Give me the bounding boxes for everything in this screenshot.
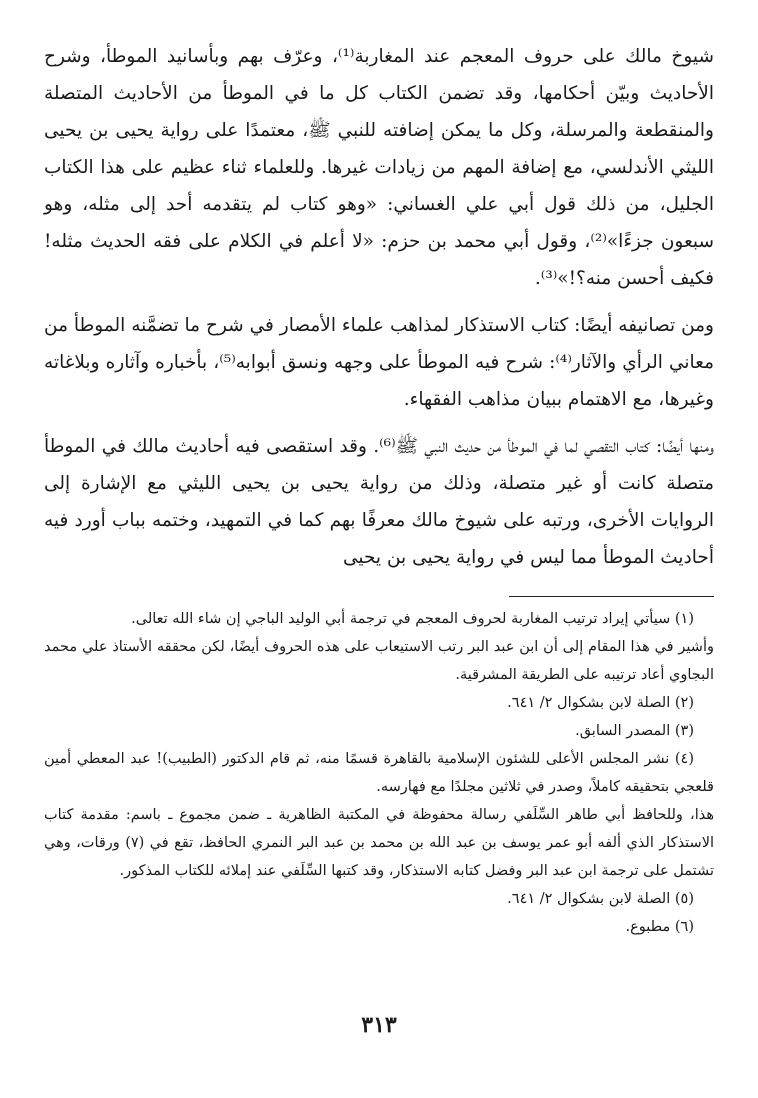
main-text xyxy=(44,38,714,576)
footnote-2 xyxy=(44,689,714,717)
footnote-separator xyxy=(509,596,714,597)
footnote-text: (١) سيأتي إيراد ترتيب المغاربة لحروف المعجم في ترجمة أبي الوليد الباجي إن شاء الله تعالى. xyxy=(131,611,694,627)
footnote-1 xyxy=(44,605,714,689)
page-content xyxy=(44,38,714,941)
footnote-text: هذا، وللحافظ أبي طاهر السِّلَفي رسالة محفوظة في المكتبة الظاهرية ـ ضمن مجموع ـ باسم: مقدمة كتاب الاستذكار الذي ألفه أبو عمر يوسف بن عبد الله بن محمد بن عبد البر النمري الحافظ، تقع في (٧) ورقات، وهي تشتمل على ترجمة ابن عبد البر وفضل كتابه الاستذكار، وقد كتبها السِّلَفي عند إملائه للكتاب المذكور. xyxy=(44,807,714,879)
footnote-text: (٥) الصلة لابن بشكوال ٢/ ٦٤١. xyxy=(507,891,694,907)
footnotes xyxy=(44,605,714,941)
paragraph: شيوخ مالك على حروف المعجم عند المغاربة⁽¹⁾، وعرّف بهم وبأسانيد الموطأ، وشرح الأحاديث وبيّن أحكامها، وقد تضمن الكتاب كل ما في الموطأ من الأحاديث المتصلة والمنقطعة والمرسلة، وكل ما يمكن إضافته للنبي ﷺ، معتمدًا على رواية يحيى بن يحيى الليثي الأندلسي، مع إضافة المهم من زيادات غيرها. وللعلماء ثناء عظيم على هذا الكتاب الجليل، من ذلك قول أبي علي الغساني: «وهو كتاب لم يتقدمه أحد إلى مثله، وهو سبعون جزءًا»⁽²⁾، وقول أبي محمد بن حزم: «لا أعلم في الكلام على فقه الحديث مثله! فكيف أحسن منه؟!»⁽³⁾. xyxy=(44,46,714,289)
paragraph: ومنها أيضًا: كتاب التقصي لما في الموطأ من حديث النبي ﷺ⁽⁶⁾. وقد استقصى فيه أحاديث مالك في الموطأ متصلة كانت أو غير متصلة، وذلك من رواية يحيى بن يحيى الليثي مع الإشارة إلى الروايات الأخرى، ورتبه على شيوخ مالك معرفًا بهم كما في التمهيد، وختمه بباب أورد فيه أحاديث الموطأ مما ليس في رواية يحيى بن يحيى xyxy=(44,436,714,568)
footnote-4 xyxy=(44,745,714,885)
paragraph: ومن تصانيفه أيضًا: كتاب الاستذكار لمذاهب علماء الأمصار في شرح ما تضمَّنه الموطأ من معاني الرأي والآثار⁽⁴⁾: شرح فيه الموطأ على وجهه ونسق أبوابه⁽⁵⁾، بأخباره وآثاره وبلاغاته وغيرها، مع الاهتمام ببيان مذاهب الفقهاء. xyxy=(44,315,715,410)
footnote-text: (٢) الصلة لابن بشكوال ٢/ ٦٤١. xyxy=(507,695,694,711)
footnote-text: وأشير في هذا المقام إلى أن ابن عبد البر رتب الاستيعاب على هذه الحروف أيضًا، لكن محققه الأستاذ علي محمد البجاوي أعاد ترتيبه على الطريقة المشرقية. xyxy=(44,639,714,683)
footnote-text: (٣) المصدر السابق. xyxy=(575,723,694,739)
page-number: ٣١٣ xyxy=(361,1012,397,1038)
footnote-text: (٤) نشر المجلس الأعلى للشئون الإسلامية بالقاهرة قسمًا منه، ثم قام الدكتور (الطبيب)! عبد المعطي أمين قلعجي بتحقيقه كاملاً، وصدر في ثلاثين مجلدًا مع فهارسه. xyxy=(44,751,714,795)
footnote-text: (٦) مطبوع. xyxy=(625,919,694,935)
footnote-5 xyxy=(44,885,714,913)
footnote-6 xyxy=(44,913,714,941)
footnote-3 xyxy=(44,717,714,745)
